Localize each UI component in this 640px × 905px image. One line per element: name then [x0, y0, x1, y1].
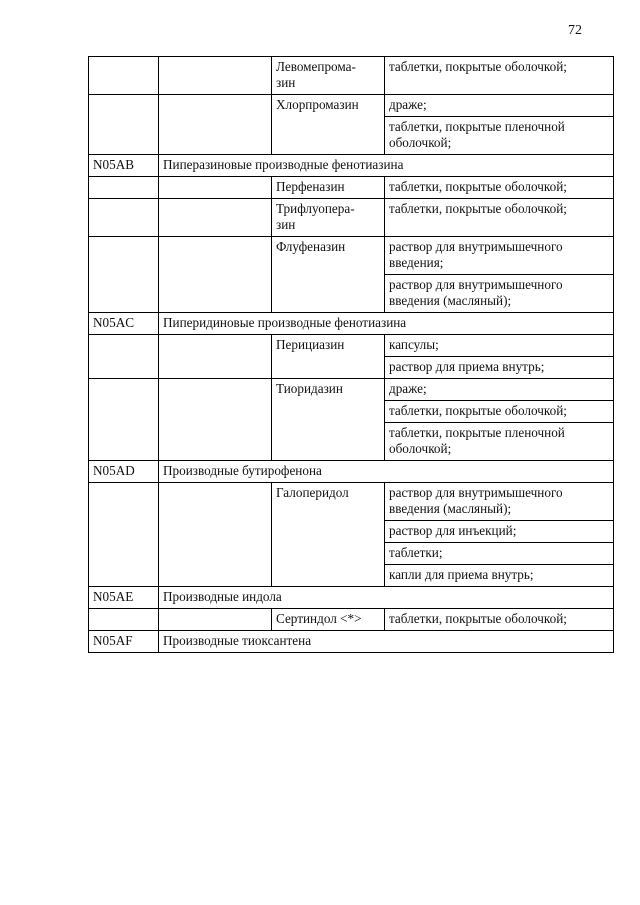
subgroup-cell-empty: [159, 57, 272, 95]
drug-name: Галоперидол: [272, 483, 385, 587]
code-cell-empty: [89, 609, 159, 631]
dosage-form: таблетки, покрытые оболочкой;: [385, 609, 614, 631]
drug-name: Сертиндол <*>: [272, 609, 385, 631]
dosage-form: капли для приема внутрь;: [385, 565, 614, 587]
code-cell-empty: [89, 177, 159, 199]
drug-name: Тиоридазин: [272, 379, 385, 461]
dosage-form: таблетки, покрытые оболочкой;: [385, 57, 614, 95]
group-row: [89, 313, 614, 335]
drug-row: [89, 95, 614, 117]
drug-row: [89, 483, 614, 521]
drug-row: [89, 379, 614, 401]
subgroup-cell-empty: [159, 483, 272, 587]
code-cell-empty: [89, 335, 159, 379]
drug-name: Флуфеназин: [272, 237, 385, 313]
dosage-form: раствор для приема внутрь;: [385, 357, 614, 379]
subgroup-cell-empty: [159, 199, 272, 237]
code-cell-empty: [89, 237, 159, 313]
atc-code: N05AB: [89, 155, 159, 177]
code-cell-empty: [89, 379, 159, 461]
atc-code: N05AC: [89, 313, 159, 335]
drug-row: [89, 57, 614, 95]
group-row: [89, 587, 614, 609]
page-number: 72: [568, 23, 582, 38]
code-cell-empty: [89, 199, 159, 237]
drug-row: [89, 609, 614, 631]
drug-name: Перициазин: [272, 335, 385, 379]
dosage-form: таблетки, покрытые оболочкой;: [385, 177, 614, 199]
dosage-form: раствор для внутримышечного введения;: [385, 237, 614, 275]
atc-code: N05AF: [89, 631, 159, 653]
atc-code: N05AE: [89, 587, 159, 609]
subgroup-cell-empty: [159, 237, 272, 313]
subgroup-cell-empty: [159, 379, 272, 461]
group-row: [89, 155, 614, 177]
dosage-form: таблетки, покрытые оболочкой;: [385, 401, 614, 423]
group-row: [89, 631, 614, 653]
drug-row: [89, 177, 614, 199]
dosage-form: раствор для внутримышечного введения (масляный);: [385, 275, 614, 313]
group-title: Производные бутирофенона: [159, 461, 614, 483]
code-cell-empty: [89, 95, 159, 155]
drug-name: Хлорпромазин: [272, 95, 385, 155]
drug-name: Трифлуопера- зин: [272, 199, 385, 237]
code-cell-empty: [89, 57, 159, 95]
dosage-form: раствор для инъекций;: [385, 521, 614, 543]
drug-name: Левомепрома- зин: [272, 57, 385, 95]
drug-name: Перфеназин: [272, 177, 385, 199]
atc-code: N05AD: [89, 461, 159, 483]
dosage-form: таблетки, покрытые пленочной оболочкой;: [385, 423, 614, 461]
medication-table-body: [89, 57, 614, 653]
group-title: Пиперазиновые производные фенотиазина: [159, 155, 614, 177]
medication-table: [88, 56, 614, 653]
subgroup-cell-empty: [159, 335, 272, 379]
group-title: Пиперидиновые производные фенотиазина: [159, 313, 614, 335]
drug-row: [89, 199, 614, 237]
group-row: [89, 461, 614, 483]
dosage-form: капсулы;: [385, 335, 614, 357]
subgroup-cell-empty: [159, 177, 272, 199]
subgroup-cell-empty: [159, 95, 272, 155]
dosage-form: таблетки, покрытые пленочной оболочкой;: [385, 117, 614, 155]
subgroup-cell-empty: [159, 609, 272, 631]
dosage-form: таблетки;: [385, 543, 614, 565]
dosage-form: раствор для внутримышечного введения (масляный);: [385, 483, 614, 521]
dosage-form: таблетки, покрытые оболочкой;: [385, 199, 614, 237]
dosage-form: драже;: [385, 379, 614, 401]
group-title: Производные тиоксантена: [159, 631, 614, 653]
dosage-form: драже;: [385, 95, 614, 117]
group-title: Производные индола: [159, 587, 614, 609]
drug-row: [89, 335, 614, 357]
drug-row: [89, 237, 614, 275]
code-cell-empty: [89, 483, 159, 587]
